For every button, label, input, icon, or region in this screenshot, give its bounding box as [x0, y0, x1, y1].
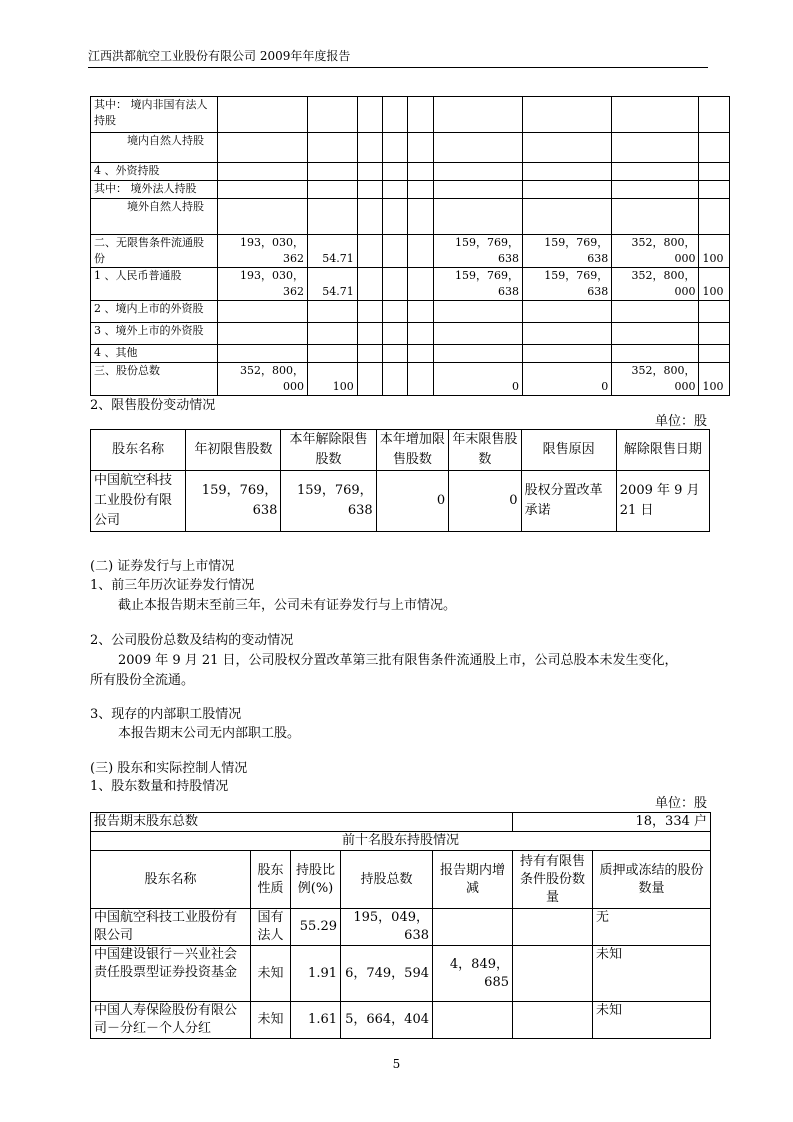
cell-value [383, 163, 408, 181]
cell-value [433, 163, 522, 181]
row-label: 4 、外资持股 [91, 163, 218, 181]
cell-value [383, 363, 408, 396]
section3-unit: 单位：股 [654, 796, 707, 811]
cell-value [217, 133, 307, 163]
cell-value [308, 345, 358, 363]
section2-sub2-body-cont: 所有股份全流通。 [90, 673, 195, 688]
col-header: 股东名称 [91, 430, 186, 471]
cell-value [433, 323, 522, 345]
cell-value: 159，769，638 [523, 235, 612, 268]
row-label: 境内自然人持股 [91, 133, 218, 163]
col-header: 股东性质 [251, 851, 291, 909]
cell-value [699, 301, 730, 323]
cell-value [383, 301, 408, 323]
cell-value [523, 199, 612, 235]
cell-value: 无 [593, 909, 711, 946]
section2-sub2-title: 2、公司股份总数及结构的变动情况 [90, 633, 294, 648]
cell-value [513, 909, 593, 946]
cell-value [408, 97, 433, 133]
holder-name: 中国人寿保险股份有限公司－分红－个人分红 [91, 1002, 251, 1039]
cell-value [408, 235, 433, 268]
holder-name: 中国航空科技工业股份有限公司 [91, 471, 186, 532]
cell-value [699, 323, 730, 345]
cell-value [357, 363, 382, 396]
col-header: 报告期内增减 [433, 851, 513, 909]
cell-value [433, 1002, 513, 1039]
cell-value [612, 323, 699, 345]
section2-sub2-body: 2009 年 9 月 21 日，公司股权分置改革第三批有限售条件流通股上市，公司总股本未发生变化， [118, 653, 678, 668]
cell-value: 未知 [593, 1002, 711, 1039]
restricted-shares-table [90, 429, 710, 532]
cell-value: 国有法人 [251, 909, 291, 946]
table-row [91, 235, 730, 268]
cell-value [612, 181, 699, 199]
cell-value: 2009 年 9 月 21 日 [616, 471, 709, 532]
col-header: 本年解除限售股数 [281, 430, 376, 471]
cell-value: 100 [308, 363, 358, 396]
cell-value: 1.61 [291, 1002, 341, 1039]
cell-value [357, 133, 382, 163]
cell-value: 159，769，638 [433, 235, 522, 268]
cell-value: 5，664，404 [341, 1002, 433, 1039]
cell-value [433, 301, 522, 323]
table-row [91, 909, 711, 946]
col-header: 持股比例(%) [291, 851, 341, 909]
cell-value [433, 97, 522, 133]
col-header: 股东名称 [91, 851, 251, 909]
cell-value: 1.91 [291, 946, 341, 1002]
section2-title: (二) 证券发行与上市情况 [90, 559, 235, 574]
restricted-unit: 单位：股 [654, 414, 707, 429]
restricted-section-title: 2、限售股份变动情况 [90, 398, 216, 413]
table-row [91, 946, 711, 1002]
cell-value [523, 181, 612, 199]
cell-value [699, 163, 730, 181]
section2-sub3-body: 本报告期末公司无内部职工股。 [118, 726, 301, 741]
shareholders-table [90, 812, 711, 1039]
table-row [91, 323, 730, 345]
cell-value [612, 133, 699, 163]
cell-value [357, 345, 382, 363]
cell-value [612, 97, 699, 133]
row-label: 其中： 境内非国有法人持股 [91, 97, 218, 133]
cell-value [357, 268, 382, 301]
cell-value [612, 301, 699, 323]
cell-value [217, 163, 307, 181]
row-label: 二、无限售条件流通股份 [91, 235, 218, 268]
cell-value [513, 946, 593, 1002]
cell-value: 6，749，594 [341, 946, 433, 1002]
cell-value [408, 133, 433, 163]
cell-value [383, 181, 408, 199]
col-header: 本年增加限售股数 [376, 430, 448, 471]
cell-value [357, 163, 382, 181]
section2-sub1-title: 1、前三年历次证券发行情况 [90, 578, 255, 593]
cell-value [383, 133, 408, 163]
total-holders-label: 报告期末股东总数 [91, 813, 513, 832]
row-label: 2 、境内上市的外资股 [91, 301, 218, 323]
cell-value: 352，800，000 [612, 363, 699, 396]
cell-value [357, 181, 382, 199]
cell-value: 54.71 [308, 235, 358, 268]
cell-value: 100 [699, 235, 730, 268]
cell-value [523, 323, 612, 345]
cell-value [699, 133, 730, 163]
cell-value [383, 268, 408, 301]
total-holders-value: 18，334 户 [513, 813, 711, 832]
cell-value: 159，769，638 [281, 471, 376, 532]
section2-sub1-body: 截止本报告期末至前三年，公司未有证券发行与上市情况。 [118, 598, 457, 613]
table-row [91, 133, 730, 163]
top10-title: 前十名股东持股情况 [91, 832, 711, 851]
cell-value [433, 199, 522, 235]
cell-value [523, 163, 612, 181]
cell-value: 195，049，638 [341, 909, 433, 946]
page-number: 5 [392, 1057, 401, 1071]
cell-value: 55.29 [291, 909, 341, 946]
table-row [91, 268, 730, 301]
col-header: 限售原因 [521, 430, 616, 471]
cell-value: 未知 [251, 1002, 291, 1039]
cell-value [408, 163, 433, 181]
col-header: 年初限售股数 [186, 430, 281, 471]
cell-value [357, 301, 382, 323]
holder-name: 中国航空科技工业股份有限公司 [91, 909, 251, 946]
cell-value [612, 199, 699, 235]
cell-value [433, 345, 522, 363]
cell-value: 54.71 [308, 268, 358, 301]
cell-value: 未知 [251, 946, 291, 1002]
cell-value [357, 235, 382, 268]
cell-value [357, 199, 382, 235]
cell-value [513, 1002, 593, 1039]
cell-value: 352，800，000 [217, 363, 307, 396]
page-header: 江西洪都航空工业股份有限公司 2009年年度报告 [88, 48, 708, 68]
cell-value [433, 909, 513, 946]
cell-value: 4，849，685 [433, 946, 513, 1002]
table-row [91, 345, 730, 363]
table-row [91, 97, 730, 133]
table-row [91, 163, 730, 181]
cell-value: 193，030，362 [217, 235, 307, 268]
cell-value [217, 97, 307, 133]
cell-value: 159，769，638 [523, 268, 612, 301]
cell-value [308, 133, 358, 163]
table-row [91, 301, 730, 323]
cell-value [699, 181, 730, 199]
cell-value [383, 323, 408, 345]
cell-value [612, 345, 699, 363]
row-label: 4 、其他 [91, 345, 218, 363]
cell-value: 0 [433, 363, 522, 396]
col-header: 解除限售日期 [616, 430, 709, 471]
row-label: 其中： 境外法人持股 [91, 181, 218, 199]
cell-value [308, 199, 358, 235]
cell-value [217, 345, 307, 363]
cell-value [383, 97, 408, 133]
cell-value [408, 345, 433, 363]
cell-value [523, 97, 612, 133]
cell-value: 0 [523, 363, 612, 396]
row-label: 三、股份总数 [91, 363, 218, 396]
cell-value [308, 301, 358, 323]
cell-value [699, 199, 730, 235]
cell-value [217, 301, 307, 323]
section2-sub3-title: 3、现存的内部职工股情况 [90, 707, 242, 722]
cell-value [408, 181, 433, 199]
cell-value [308, 163, 358, 181]
col-header: 年末限售股数 [449, 430, 521, 471]
col-header: 持股总数 [341, 851, 433, 909]
section3-title: (三) 股东和实际控制人情况 [90, 761, 248, 776]
row-label: 境外自然人持股 [91, 199, 218, 235]
cell-value [699, 345, 730, 363]
cell-value [699, 97, 730, 133]
cell-value: 未知 [593, 946, 711, 1002]
row-label: 3 、境外上市的外资股 [91, 323, 218, 345]
table-row [91, 363, 730, 396]
cell-value [433, 181, 522, 199]
cell-value: 352，800，000 [612, 268, 699, 301]
cell-value [523, 301, 612, 323]
cell-value [408, 268, 433, 301]
cell-value [308, 97, 358, 133]
cell-value [408, 363, 433, 396]
cell-value [523, 133, 612, 163]
cell-value [308, 323, 358, 345]
cell-value: 100 [699, 268, 730, 301]
cell-value [383, 345, 408, 363]
cell-value [408, 323, 433, 345]
cell-value [523, 345, 612, 363]
cell-value: 0 [449, 471, 521, 532]
cell-value: 100 [699, 363, 730, 396]
share-structure-table [90, 96, 730, 396]
table-row [91, 181, 730, 199]
table-row [91, 199, 730, 235]
cell-value [612, 163, 699, 181]
cell-value [357, 323, 382, 345]
cell-value: 股权分置改革承诺 [521, 471, 616, 532]
cell-value [408, 199, 433, 235]
cell-value [433, 133, 522, 163]
cell-value: 159，769，638 [186, 471, 281, 532]
cell-value [217, 323, 307, 345]
cell-value [383, 235, 408, 268]
cell-value: 193，030，362 [217, 268, 307, 301]
cell-value [308, 181, 358, 199]
cell-value: 352，800，000 [612, 235, 699, 268]
cell-value [357, 97, 382, 133]
cell-value: 159，769，638 [433, 268, 522, 301]
cell-value [217, 181, 307, 199]
row-label: 1 、人民币普通股 [91, 268, 218, 301]
section3-sub1-title: 1、股东数量和持股情况 [90, 779, 229, 794]
cell-value [217, 199, 307, 235]
table-row [91, 1002, 711, 1039]
cell-value [408, 301, 433, 323]
cell-value [383, 199, 408, 235]
holder-name: 中国建设银行－兴业社会责任股票型证券投资基金 [91, 946, 251, 1002]
col-header: 持有有限售条件股份数量 [513, 851, 593, 909]
cell-value: 0 [376, 471, 448, 532]
col-header: 质押或冻结的股份数量 [593, 851, 711, 909]
